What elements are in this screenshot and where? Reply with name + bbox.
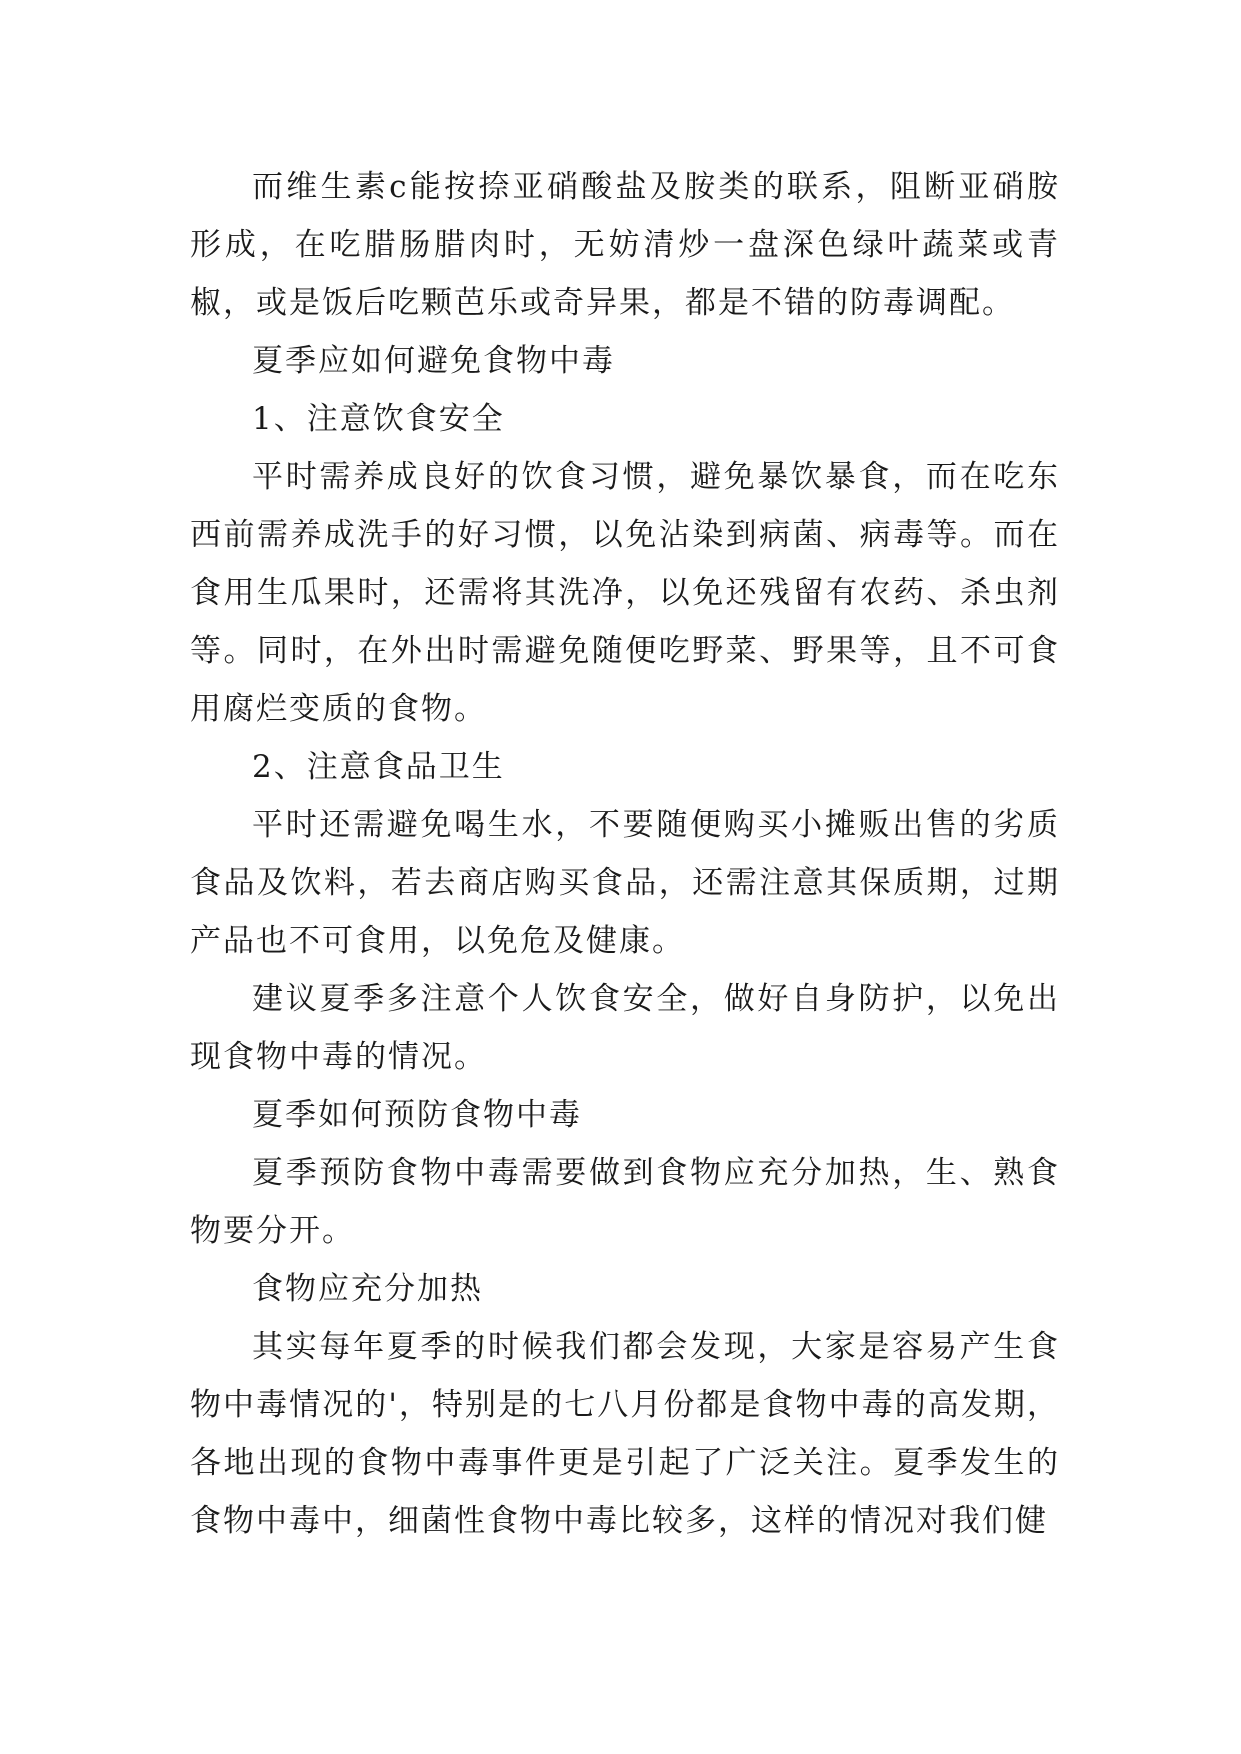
subheading-heat-food: 食物应充分加热 [252,1271,483,1307]
paragraph-summer-incidents: 其实每年夏季的时候我们都会发现，大家是容易产生食物中毒情况的'，特别是的七八月份都是食物中毒的高发期，各地出现的食物中毒事件更是引起了广泛关注。夏季发生的食物中毒中，细菌性食物中毒比较多，这样的情况对我们健 [190,1329,1060,1539]
document-body [190,158,1060,1550]
paragraph-avoid-raw-water: 平时还需避免喝生水，不要随便购买小摊贩出售的劣质食品及饮料，若去商店购买食品，还需注意其保质期，过期产品也不可食用，以免危及健康。 [190,807,1060,959]
heading-avoid-food-poisoning: 夏季应如何避免食物中毒 [252,343,615,379]
paragraph-diet-habits: 平时需养成良好的饮食习惯，避免暴饮暴食，而在吃东西前需养成洗手的好习惯，以免沾染到病菌、病毒等。而在食用生瓜果时，还需将其洗净，以免还残留有农药、杀虫剂等。同时，在外出时需避免随便吃野菜、野果等，且不可食用腐烂变质的食物。 [190,459,1060,727]
paragraph-summer-advice: 建议夏季多注意个人饮食安全，做好自身防护，以免出现食物中毒的情况。 [190,981,1060,1075]
heading-prevent-food-poisoning: 夏季如何预防食物中毒 [252,1097,582,1133]
subheading-diet-safety: 1、注意饮食安全 [252,401,505,437]
paragraph-prevention-summary: 夏季预防食物中毒需要做到食物应充分加热，生、熟食物要分开。 [190,1155,1060,1249]
subheading-food-hygiene: 2、注意食品卫生 [252,749,505,785]
paragraph-vitamin-c: 而维生素c能按捺亚硝酸盐及胺类的联系，阻断亚硝胺形成，在吃腊肠腊肉时，无妨清炒一盘深色绿叶蔬菜或青椒，或是饭后吃颗芭乐或奇异果，都是不错的防毒调配。 [190,169,1060,321]
